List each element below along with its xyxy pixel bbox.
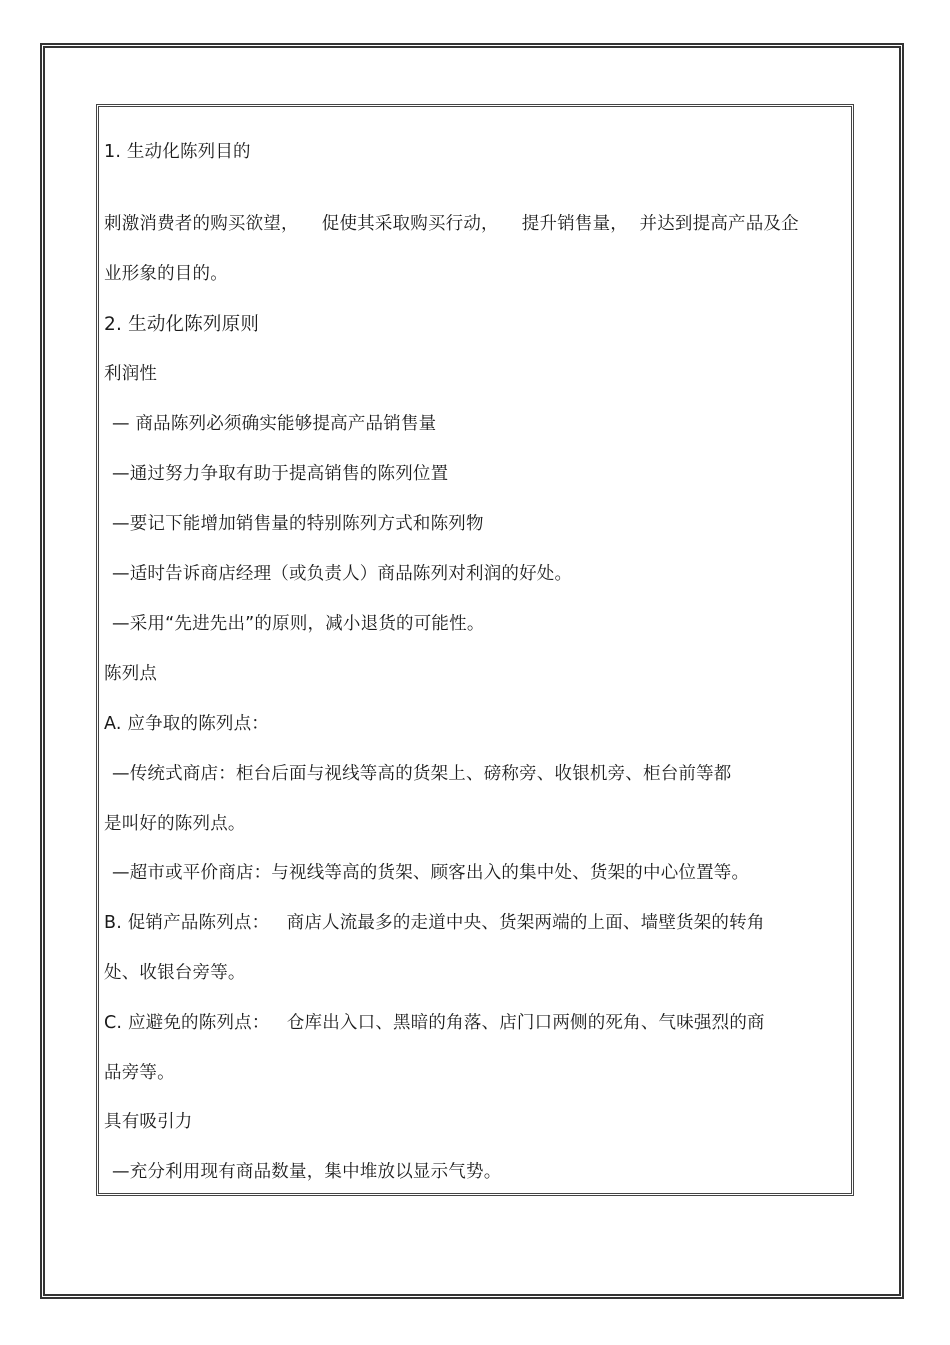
paragraph-line: 处、收银台旁等。 [104, 963, 246, 983]
subheading-profitability: 利润性 [104, 364, 158, 384]
list-item: — 商品陈列必须确实能够提高产品销售量 [112, 414, 437, 434]
list-item: —适时告诉商店经理（或负责人）商品陈列对利润的好处。 [112, 564, 573, 584]
subheading-display-points: 陈列点 [104, 664, 158, 684]
paragraph-line: 是叫好的陈列点。 [104, 814, 246, 834]
section-heading-purpose: 1. 生动化陈列目的 [104, 142, 251, 162]
subheading-attractiveness: 具有吸引力 [104, 1112, 193, 1132]
list-item: —传统式商店：柜台后面与视线等高的货架上、磅称旁、收银机旁、柜台前等都 [112, 764, 732, 784]
list-item: —通过努力争取有助于提高销售的陈列位置 [112, 464, 449, 484]
point-a-heading: A. 应争取的陈列点： [104, 714, 269, 734]
point-c-line: C. 应避免的陈列点： 仓库出入口、黑暗的角落、店门口两侧的死角、气味强烈的商 [104, 1013, 765, 1033]
paragraph-line: 品旁等。 [104, 1063, 175, 1083]
section-heading-principles: 2. 生动化陈列原则 [104, 314, 260, 335]
paragraph-line: 刺激消费者的购买欲望， 促使其采取购买行动， 提升销售量， 并达到提高产品及企 [104, 214, 799, 234]
paragraph-line: 业形象的目的。 [104, 264, 228, 284]
point-b-line: B. 促销产品陈列点： 商店人流最多的走道中央、货架两端的上面、墙壁货架的转角 [104, 913, 765, 933]
list-item: —超市或平价商店：与视线等高的货架、顾客出入的集中处、货架的中心位置等。 [112, 863, 750, 883]
list-item: —采用“先进先出”的原则，减小退货的可能性。 [112, 614, 485, 634]
list-item: —充分利用现有商品数量，集中堆放以显示气势。 [112, 1162, 502, 1182]
list-item: —要记下能增加销售量的特别陈列方式和陈列物 [112, 514, 484, 534]
